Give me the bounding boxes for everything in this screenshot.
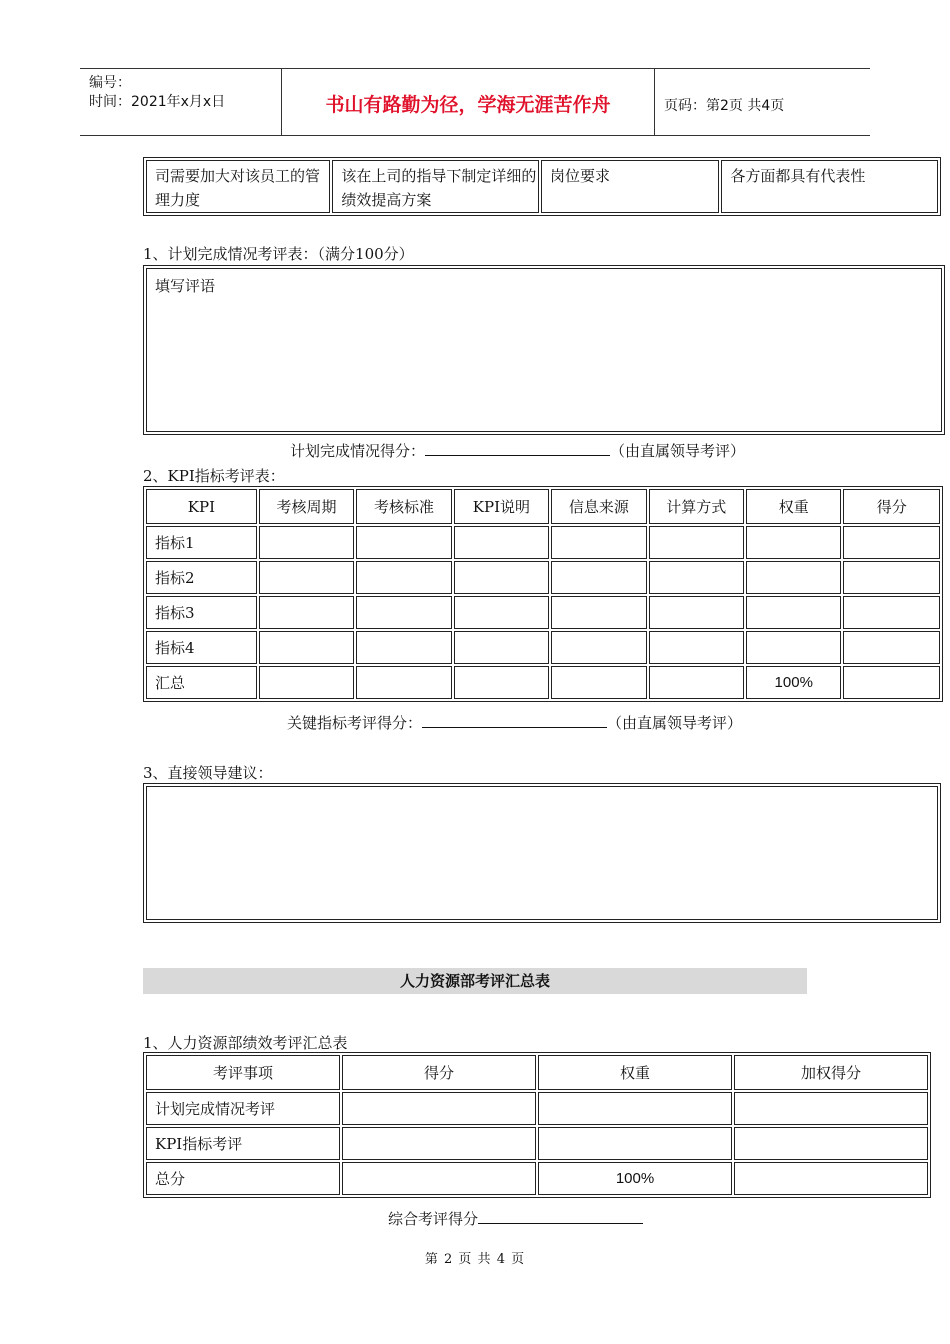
hr-cell[interactable]	[734, 1092, 928, 1125]
hr-row-label: 总分	[146, 1162, 340, 1195]
kpi-cell[interactable]	[454, 526, 549, 559]
kpi-cell[interactable]	[551, 596, 646, 629]
kpi-header-cell: 考核标准	[356, 489, 451, 524]
plan-score-note: （由直属领导考评）	[610, 442, 746, 460]
kpi-cell[interactable]	[843, 596, 940, 629]
kpi-cell[interactable]	[356, 631, 451, 664]
kpi-row-label: 汇总	[146, 666, 257, 699]
kpi-cell[interactable]	[259, 631, 354, 664]
hr-summary-table	[143, 1052, 931, 1198]
leader-suggestion-inner	[146, 786, 938, 920]
kpi-header-cell: KPI	[146, 489, 257, 524]
hr-summary-banner: 人力资源部考评汇总表	[143, 968, 807, 994]
kpi-cell[interactable]	[843, 561, 940, 594]
kpi-cell[interactable]	[746, 561, 841, 594]
hr-header-cell: 得分	[342, 1055, 536, 1090]
kpi-cell[interactable]	[551, 631, 646, 664]
hr-cell[interactable]	[342, 1092, 536, 1125]
kpi-cell[interactable]	[843, 631, 940, 664]
kpi-weight-total: 100%	[746, 666, 841, 699]
kpi-row-label: 指标2	[146, 561, 257, 594]
kpi-row-label: 指标3	[146, 596, 257, 629]
leader-suggestion-box[interactable]	[143, 783, 941, 923]
kpi-cell[interactable]	[454, 666, 549, 699]
table-row	[146, 1092, 928, 1125]
kpi-cell[interactable]	[649, 561, 744, 594]
top-cell-4: 各方面都具有代表性	[721, 160, 938, 213]
plan-score-blank[interactable]	[425, 441, 610, 456]
kpi-cell[interactable]	[259, 666, 354, 699]
total-score-blank[interactable]	[478, 1209, 643, 1224]
plan-comment-text: 填写评语	[146, 268, 942, 432]
header-top-rule	[80, 68, 870, 69]
kpi-header-cell: 计算方式	[649, 489, 744, 524]
kpi-cell[interactable]	[454, 561, 549, 594]
kpi-cell[interactable]	[746, 526, 841, 559]
hr-header-cell: 权重	[538, 1055, 732, 1090]
kpi-header-cell: 得分	[843, 489, 940, 524]
top-continuation-table	[143, 157, 941, 216]
kpi-cell[interactable]	[649, 631, 744, 664]
kpi-header-cell: 权重	[746, 489, 841, 524]
page-footer: 第 2 页 共 4 页	[424, 1252, 526, 1267]
kpi-cell[interactable]	[259, 561, 354, 594]
kpi-cell[interactable]	[843, 666, 940, 699]
header-divider-2	[654, 68, 655, 135]
header-page-label: 页码：第2页 共4页	[664, 98, 785, 114]
kpi-cell[interactable]	[551, 666, 646, 699]
hr-summary-heading: 1、人力资源部绩效考评汇总表	[143, 1034, 348, 1052]
table-row	[146, 1162, 928, 1195]
kpi-header-row	[146, 489, 940, 524]
kpi-score-blank[interactable]	[422, 713, 607, 728]
plan-section-heading: 1、计划完成情况考评表：（满分100分）	[143, 245, 414, 263]
hr-header-row	[146, 1055, 928, 1090]
hr-cell[interactable]	[734, 1127, 928, 1160]
kpi-cell[interactable]	[356, 561, 451, 594]
leader-section-heading: 3、直接领导建议：	[143, 764, 273, 782]
kpi-cell[interactable]	[259, 596, 354, 629]
kpi-section-heading: 2、KPI指标考评表：	[143, 467, 285, 485]
total-score-label: 综合考评得分	[388, 1210, 479, 1228]
kpi-score-line	[287, 712, 742, 733]
kpi-header-cell: 信息来源	[551, 489, 646, 524]
header-number-label: 编号：	[89, 75, 131, 91]
table-row	[146, 526, 940, 559]
kpi-cell[interactable]	[746, 631, 841, 664]
kpi-cell[interactable]	[551, 561, 646, 594]
table-row	[146, 596, 940, 629]
kpi-table	[143, 486, 943, 702]
hr-header-cell: 加权得分	[734, 1055, 928, 1090]
kpi-cell[interactable]	[454, 596, 549, 629]
kpi-cell[interactable]	[649, 596, 744, 629]
table-row	[146, 561, 940, 594]
table-row	[146, 666, 940, 699]
hr-row-label: KPI指标考评	[146, 1127, 340, 1160]
table-row	[146, 1127, 928, 1160]
total-score-line	[388, 1208, 643, 1229]
hr-cell[interactable]	[342, 1162, 536, 1195]
top-cell-1: 司需要加大对该员工的管理力度	[146, 160, 330, 213]
top-cell-2: 该在上司的指导下制定详细的绩效提高方案	[332, 160, 539, 213]
kpi-cell[interactable]	[746, 596, 841, 629]
kpi-cell[interactable]	[259, 526, 354, 559]
kpi-cell[interactable]	[356, 596, 451, 629]
kpi-header-cell: KPI说明	[454, 489, 549, 524]
plan-score-label: 计划完成情况得分：	[290, 442, 426, 460]
header-bottom-rule	[80, 135, 870, 136]
kpi-cell[interactable]	[551, 526, 646, 559]
kpi-row-label: 指标4	[146, 631, 257, 664]
hr-header-cell: 考评事项	[146, 1055, 340, 1090]
kpi-row-label: 指标1	[146, 526, 257, 559]
hr-weight-total: 100%	[538, 1162, 732, 1195]
hr-cell[interactable]	[342, 1127, 536, 1160]
kpi-score-note: （由直属领导考评）	[607, 714, 743, 732]
hr-cell[interactable]	[734, 1162, 928, 1195]
kpi-cell[interactable]	[454, 631, 549, 664]
kpi-cell[interactable]	[356, 526, 451, 559]
top-cell-3: 岗位要求	[541, 160, 719, 213]
kpi-cell[interactable]	[649, 666, 744, 699]
table-row	[146, 631, 940, 664]
header-motto: 书山有路勤为径，学海无涯苦作舟	[325, 94, 611, 116]
kpi-header-cell: 考核周期	[259, 489, 354, 524]
hr-row-label: 计划完成情况考评	[146, 1092, 340, 1125]
kpi-score-label: 关键指标考评得分：	[287, 714, 423, 732]
hr-cell[interactable]	[538, 1127, 732, 1160]
kpi-cell[interactable]	[843, 526, 940, 559]
kpi-cell[interactable]	[649, 526, 744, 559]
header-time-label: 时间：2021年x月x日	[89, 94, 226, 110]
plan-score-line	[290, 440, 745, 461]
plan-comment-box[interactable]	[143, 265, 945, 435]
kpi-cell[interactable]	[356, 666, 451, 699]
hr-cell[interactable]	[538, 1092, 732, 1125]
